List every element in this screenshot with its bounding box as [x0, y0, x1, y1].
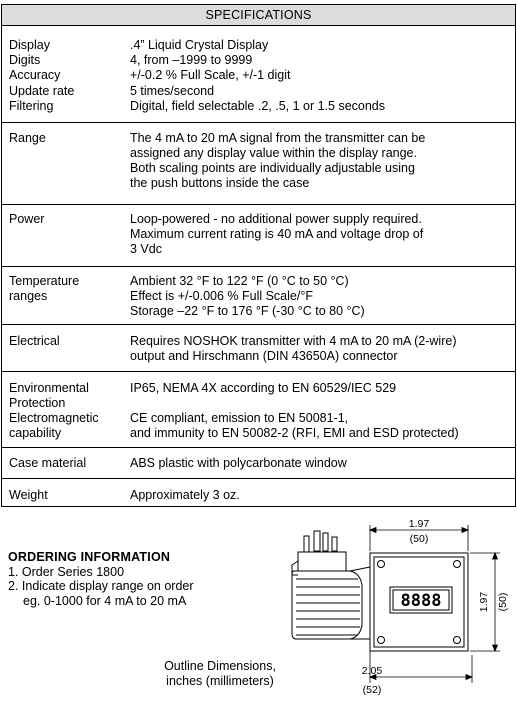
spec-value: Approximately 3 oz. [130, 488, 240, 502]
dimension-right-mm: (50) [497, 592, 509, 612]
ordering-item: 1. Order Series 1800 [8, 564, 125, 579]
spec-row-temperature [2, 267, 515, 325]
spec-value: The 4 mA to 20 mA signal from the transmitter can be [130, 131, 426, 145]
specifications-table [1, 4, 516, 507]
lcd-display-digits: 8888 [400, 591, 442, 611]
spec-value: .4” Liquid Crystal Display [130, 38, 269, 52]
spec-label: Electromagnetic [9, 411, 99, 425]
spec-value: Loop-powered - no additional power supply required. [130, 212, 422, 226]
dimension-bottom-mm: (52) [362, 684, 382, 696]
specifications-header: SPECIFICATIONS [2, 5, 515, 26]
spec-value: Maximum current rating is 40 mA and voltage drop of [130, 227, 424, 241]
spec-value: CE compliant, emission to EN 50081-1, [130, 411, 349, 425]
spec-value: output and Hirschmann (DIN 43650A) connector [130, 349, 398, 363]
spec-value: Requires NOSHOK transmitter with 4 mA to 20 mA (2-wire) [130, 334, 457, 348]
spec-value: +/-0.2 % Full Scale, +/-1 digit [130, 68, 291, 82]
spec-label: Digits [9, 53, 41, 67]
spec-label: Protection [9, 396, 66, 410]
spec-value: and immunity to EN 50082-2 (RFI, EMI and ESD protected) [130, 426, 459, 440]
ordering-information [8, 550, 194, 608]
spec-label: Case material [9, 456, 87, 470]
spec-value: 5 times/second [130, 84, 215, 98]
spec-label: capability [9, 426, 62, 440]
spec-value: the push buttons inside the case [130, 176, 310, 190]
spec-label: Accuracy [9, 68, 61, 82]
spec-row-weight [2, 479, 515, 506]
ordering-title: ORDERING INFORMATION [8, 550, 171, 564]
spec-label: Temperature [9, 274, 80, 288]
spec-label: Filtering [9, 99, 54, 113]
spec-row-case-material [2, 448, 515, 479]
spec-row-power [2, 205, 515, 267]
dimension-top-inches: 1.97 [408, 518, 430, 530]
spec-value: Ambient 32 °F to 122 °F (0 °C to 50 °C) [130, 274, 349, 288]
dimension-bottom-inches: 2.05 [361, 665, 383, 677]
caption-line: inches (millimeters) [166, 674, 274, 688]
spec-value: ABS plastic with polycarbonate window [130, 456, 347, 470]
spec-label: Range [9, 131, 46, 145]
dimension-bottom [370, 651, 472, 683]
drawing-caption [160, 659, 280, 689]
dimension-right-inches: 1.97 [478, 591, 490, 613]
spec-row-environmental [2, 372, 515, 448]
spec-value: 4, from –1999 to 9999 [130, 53, 253, 67]
ordering-item: 2. Indicate display range on order [8, 579, 194, 593]
spec-label: ranges [9, 289, 48, 303]
spec-row-display [2, 26, 515, 123]
spec-label: Environmental [9, 381, 89, 395]
ordering-item: eg. 0-1000 for 4 mA to 20 mA [23, 593, 187, 608]
spec-value: Both scaling points are individually adjustable using [130, 161, 415, 175]
spec-value: assigned any display value within the display range. [130, 146, 417, 160]
spec-label: Power [9, 212, 45, 226]
spec-value: 3 Vdc [130, 242, 162, 256]
caption-line: Outline Dimensions, [164, 659, 276, 673]
spec-row-electrical [2, 325, 515, 372]
spec-value: Digital, field selectable .2, .5, 1 or 1.5 seconds [130, 99, 386, 113]
connector-plug [292, 531, 370, 639]
spec-label: Display [9, 38, 50, 52]
spec-value: Effect is +/-0.006 % Full Scale/°F [130, 289, 313, 303]
spec-value: IP65, NEMA 4X according to EN 60529/IEC 529 [130, 381, 397, 395]
spec-row-range [2, 123, 515, 205]
spec-label: Weight [9, 488, 48, 502]
spec-value: Storage –22 °F to 176 °F (-30 °C to 80 °C) [130, 304, 365, 318]
spec-label: Update rate [9, 84, 75, 98]
outline-dimension-drawing [280, 515, 516, 705]
spec-label: Electrical [9, 334, 60, 348]
dimension-top-mm: (50) [409, 533, 429, 545]
